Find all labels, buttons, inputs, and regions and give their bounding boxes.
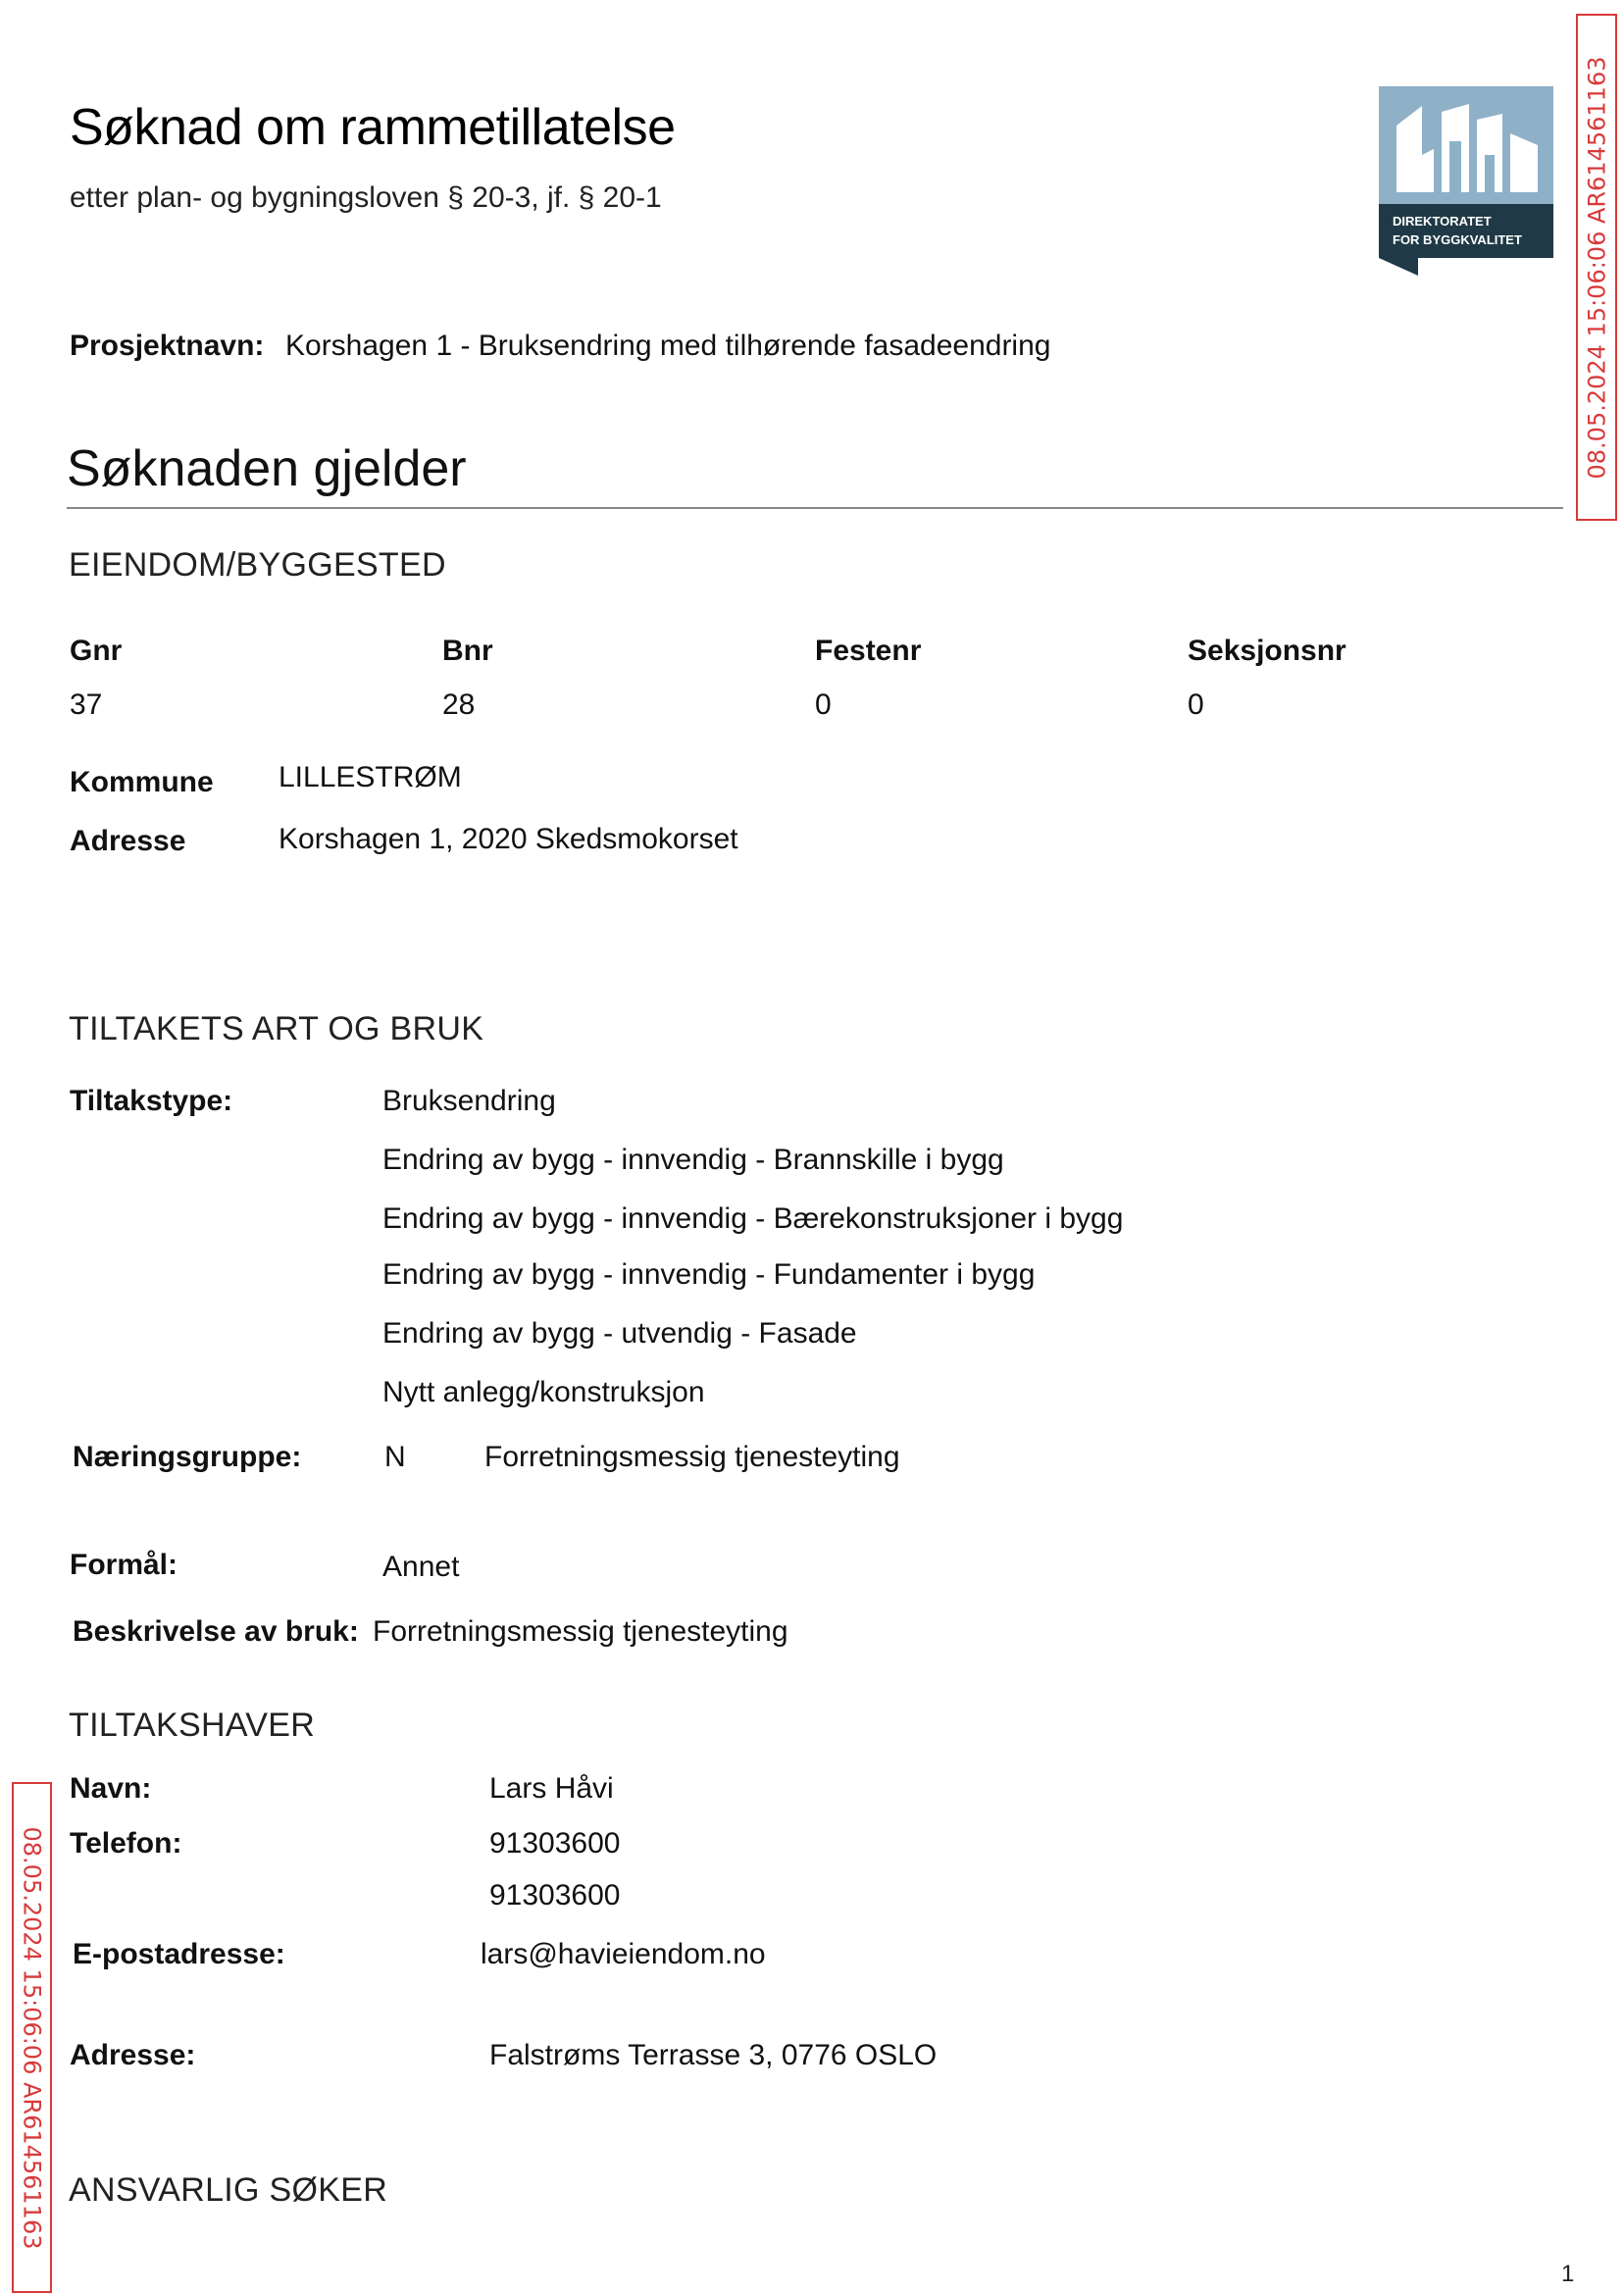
logo-text-line-1: DIREKTORATET [1393, 214, 1492, 229]
ansvarlig-soker-heading: ANSVARLIG SØKER [69, 2171, 388, 2209]
page-number: 1 [1561, 2261, 1575, 2287]
project-name-value: Korshagen 1 - Bruksendring med tilhørende fasadeendring [285, 330, 1051, 362]
kommune-label: Kommune [70, 766, 214, 798]
project-name-label: Prosjektnavn: [70, 330, 265, 362]
timestamp-stamp-text: 08.05.2024 15:06:06 AR614561163 [18, 1826, 46, 2249]
tiltakstype-item: Bruksendring [382, 1085, 556, 1117]
naeringsgruppe-value: Forretningsmessig tjenesteyting [484, 1441, 900, 1473]
formal-value: Annet [382, 1551, 460, 1583]
festenr-label: Festenr [815, 635, 922, 667]
formal-label: Formål: [70, 1549, 178, 1581]
tiltakshaver-heading: TILTAKSHAVER [69, 1707, 316, 1744]
document-subtitle: etter plan- og bygningsloven § 20-3, jf. § 20-1 [70, 181, 662, 214]
telefon-label: Telefon: [70, 1827, 182, 1860]
tiltakstype-label: Tiltakstype: [70, 1085, 233, 1117]
logo-text-line-2: FOR BYGGKVALITET [1393, 232, 1522, 247]
property-heading: EIENDOM/BYGGESTED [69, 546, 446, 584]
tiltakstype-item: Endring av bygg - innvendig - Brannskille i bygg [382, 1144, 1004, 1176]
timestamp-stamp-text: 08.05.2024 15:06:06 AR614561163 [1583, 56, 1611, 479]
seksjonsnr-value: 0 [1188, 688, 1204, 721]
adresse-label: Adresse [70, 825, 186, 857]
section-divider [67, 507, 1563, 509]
epost-value: lars@havieiendom.no [481, 1938, 766, 1970]
navn-value: Lars Håvi [489, 1772, 614, 1805]
tiltakstype-item: Endring av bygg - innvendig - Bærekonstruksjoner i bygg [382, 1202, 1124, 1235]
bruk-value: Forretningsmessig tjenesteyting [373, 1615, 788, 1648]
naeringsgruppe-label: Næringsgruppe: [73, 1441, 302, 1473]
document-title: Søknad om rammetillatelse [70, 99, 676, 156]
kommune-value: LILLESTRØM [279, 761, 462, 793]
bnr-value: 28 [442, 688, 476, 721]
adresse-value: Korshagen 1, 2020 Skedsmokorset [279, 823, 738, 855]
timestamp-stamp-side [12, 1782, 52, 2293]
tiltakstype-item: Nytt anlegg/konstruksjon [382, 1376, 705, 1408]
navn-label: Navn: [70, 1772, 152, 1805]
seksjonsnr-label: Seksjonsnr [1188, 635, 1346, 667]
dibk-logo [1379, 86, 1553, 276]
epost-label: E-postadresse: [73, 1938, 285, 1970]
section-heading: Søknaden gjelder [67, 440, 467, 497]
gnr-value: 37 [70, 688, 103, 721]
festenr-value: 0 [815, 688, 832, 721]
gnr-label: Gnr [70, 635, 123, 667]
telefon-value-2: 91303600 [489, 1879, 621, 1912]
tiltakshaver-adresse-label: Adresse: [70, 2039, 196, 2071]
dibk-logo-graphic [1379, 86, 1553, 276]
bnr-label: Bnr [442, 635, 493, 667]
naeringsgruppe-code: N [384, 1441, 406, 1473]
telefon-value-1: 91303600 [489, 1827, 621, 1860]
timestamp-stamp-top [1576, 14, 1617, 521]
bruk-label: Beskrivelse av bruk: [73, 1615, 359, 1648]
tiltak-heading: TILTAKETS ART OG BRUK [69, 1010, 484, 1047]
tiltakshaver-adresse-value: Falstrøms Terrasse 3, 0776 OSLO [489, 2039, 938, 2071]
tiltakstype-item: Endring av bygg - innvendig - Fundamenter i bygg [382, 1258, 1036, 1291]
tiltakstype-item: Endring av bygg - utvendig - Fasade [382, 1317, 857, 1350]
